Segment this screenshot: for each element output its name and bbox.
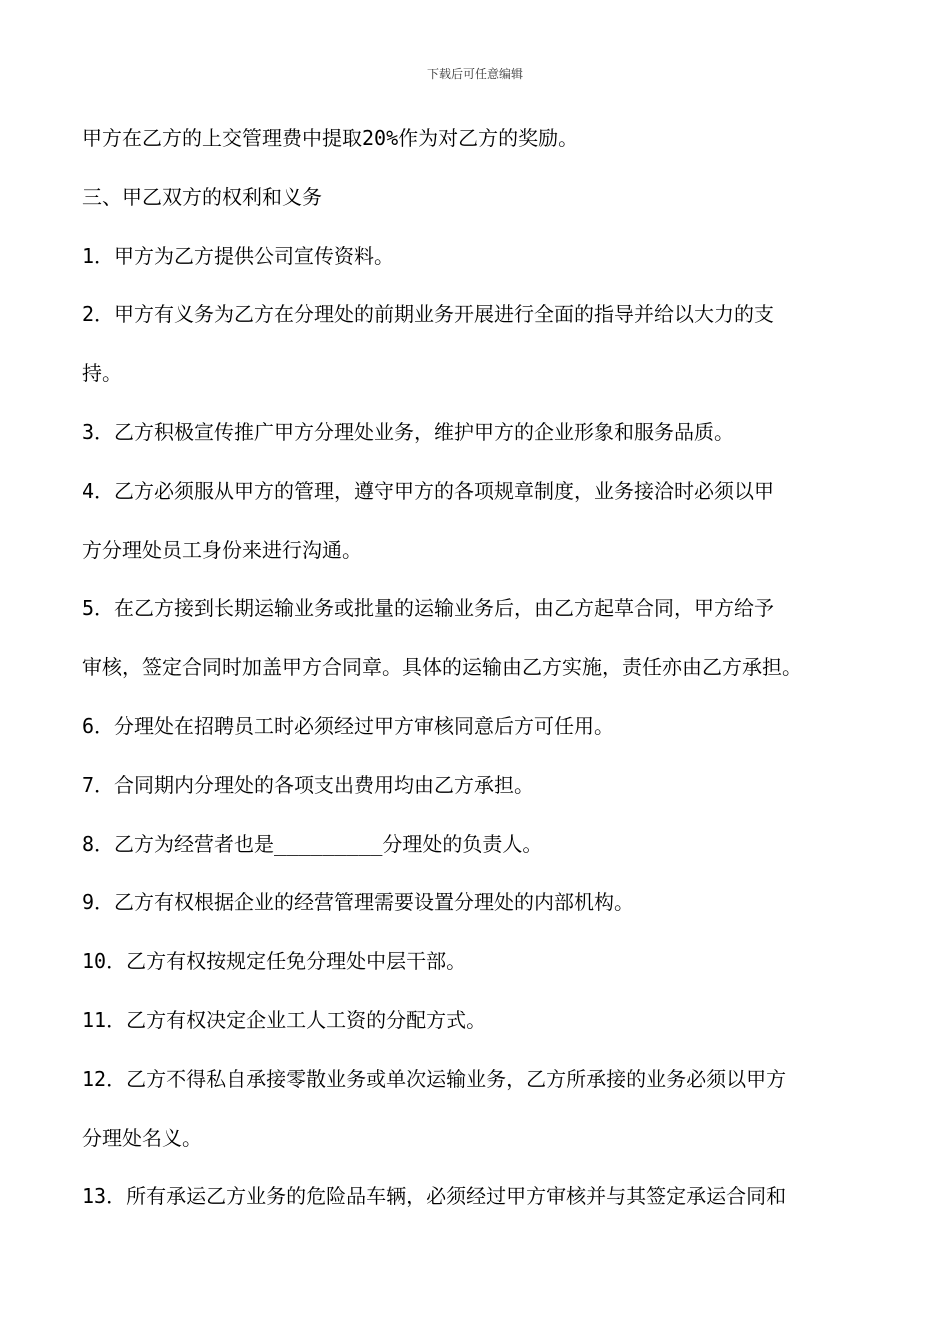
clause-8: 8．乙方为经营者也是_________分理处的负责人。: [82, 831, 543, 856]
clause-1: 1．甲方为乙方提供公司宣传资料。: [82, 243, 395, 268]
document-body: [82, 118, 882, 1235]
clause-5-continued: 审核，签定合同时加盖甲方合同章。具体的运输由乙方实施，责任亦由乙方承担。: [82, 655, 802, 680]
paragraph-line: 甲方在乙方的上交管理费中提取20%作为对乙方的奖励。: [82, 126, 579, 150]
clause-2-continued: 持。: [82, 361, 122, 386]
clause-11: 11．乙方有权决定企业工人工资的分配方式。: [82, 1007, 487, 1032]
clause-12: 12．乙方不得私自承接零散业务或单次运输业务，乙方所承接的业务必须以甲方: [82, 1066, 787, 1091]
clause-9: 9．乙方有权根据企业的经营管理需要设置分理处的内部机构。: [82, 890, 635, 915]
clause-4-continued: 方分理处员工身份来进行沟通。: [82, 537, 362, 562]
clause-6: 6．分理处在招聘员工时必须经过甲方审核同意后方可任用。: [82, 713, 615, 738]
page-header: 下载后可任意编辑: [426, 67, 523, 81]
clause-3: 3．乙方积极宣传推广甲方分理处业务，维护甲方的企业形象和服务品质。: [82, 419, 735, 444]
clause-7: 7．合同期内分理处的各项支出费用均由乙方承担。: [82, 772, 535, 797]
clause-5: 5．在乙方接到长期运输业务或批量的运输业务后，由乙方起草合同，甲方给予: [82, 596, 775, 621]
clause-2: 2．甲方有义务为乙方在分理处的前期业务开展进行全面的指导并给以大力的支: [82, 302, 775, 327]
clause-12-continued: 分理处名义。: [82, 1125, 202, 1150]
clause-4: 4．乙方必须服从甲方的管理，遵守甲方的各项规章制度，业务接洽时必须以甲: [82, 478, 775, 503]
clause-10: 10．乙方有权按规定任免分理处中层干部。: [82, 949, 467, 974]
section-heading: 三、甲乙双方的权利和义务: [82, 184, 322, 209]
clause-13: 13．所有承运乙方业务的危险品车辆，必须经过甲方审核并与其签定承运合同和: [82, 1184, 787, 1209]
